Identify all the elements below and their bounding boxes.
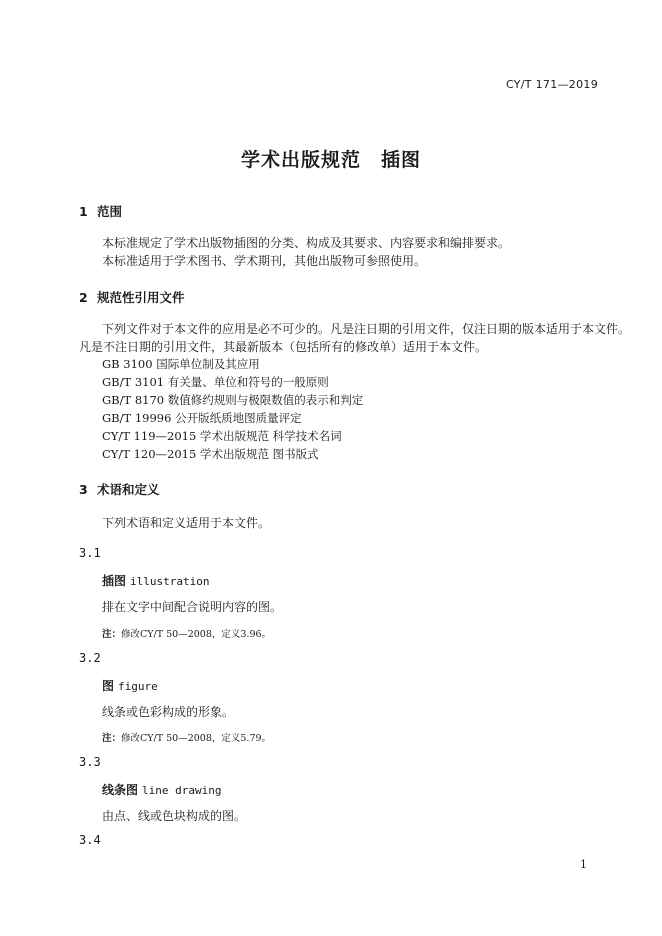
section-title: 范围 <box>97 204 123 219</box>
term-entry <box>102 781 222 798</box>
note-text: 修改CY/T 50—2008，定义3.96。 <box>121 629 272 640</box>
section-number: 2 <box>79 290 88 305</box>
section-title: 术语和定义 <box>97 482 160 497</box>
standard-number: CY/T 171—2019 <box>505 78 598 91</box>
subclause-number: 3.3 <box>79 755 101 769</box>
term-english: figure <box>118 680 158 693</box>
section-2-paragraph-line-2: 凡是不注日期的引用文件，其最新版本（包括所有的修改单）适用于本文件。 <box>79 340 488 354</box>
term-definition: 排在文字中间配合说明内容的图。 <box>102 600 283 614</box>
section-1-paragraph-1: 本标准规定了学术出版物插图的分类、构成及其要求、内容要求和编排要求。 <box>102 236 511 250</box>
reference-item: CY/T 120—2015 学术出版规范 图书版式 <box>102 447 319 461</box>
section-number: 3 <box>79 482 88 497</box>
subclause-number: 3.1 <box>79 546 101 560</box>
section-title: 规范性引用文件 <box>97 290 185 305</box>
term-definition: 由点、线或色块构成的图。 <box>102 809 247 823</box>
section-number: 1 <box>79 204 88 219</box>
term-english: illustration <box>130 575 210 588</box>
term-note <box>102 626 271 640</box>
note-label: 注： <box>102 733 122 744</box>
section-3-heading <box>79 480 160 498</box>
note-text: 修改CY/T 50—2008，定义5.79。 <box>121 733 272 744</box>
section-3-paragraph: 下列术语和定义适用于本文件。 <box>102 516 271 530</box>
page-number: 1 <box>580 858 587 871</box>
term-entry <box>102 677 158 694</box>
section-2-heading <box>79 288 185 306</box>
term-chinese: 插图 <box>102 574 127 588</box>
subclause-number: 3.4 <box>79 833 101 847</box>
reference-item: GB/T 3101 有关量、单位和符号的一般原则 <box>102 375 329 389</box>
document-title: 学术出版规范 插图 <box>240 149 421 171</box>
section-1-heading <box>79 202 122 220</box>
term-entry <box>102 572 210 589</box>
section-2-paragraph-line-1: 下列文件对于本文件的应用是必不可少的。凡是注日期的引用文件，仅注日期的版本适用于本文件。 <box>102 322 631 336</box>
section-1-paragraph-2: 本标准适用于学术图书、学术期刊，其他出版物可参照使用。 <box>102 254 427 268</box>
term-chinese: 图 <box>102 679 115 693</box>
term-english: line drawing <box>142 784 222 797</box>
reference-item: CY/T 119—2015 学术出版规范 科学技术名词 <box>102 429 342 443</box>
subclause-number: 3.2 <box>79 651 101 665</box>
term-note <box>102 730 271 744</box>
reference-item: GB 3100 国际单位制及其应用 <box>102 357 260 371</box>
reference-item: GB/T 8170 数值修约规则与极限数值的表示和判定 <box>102 393 364 407</box>
term-definition: 线条或色彩构成的形象。 <box>102 705 235 719</box>
term-chinese: 线条图 <box>102 783 139 797</box>
reference-item: GB/T 19996 公开版纸质地图质量评定 <box>102 411 302 425</box>
note-label: 注： <box>102 629 122 640</box>
